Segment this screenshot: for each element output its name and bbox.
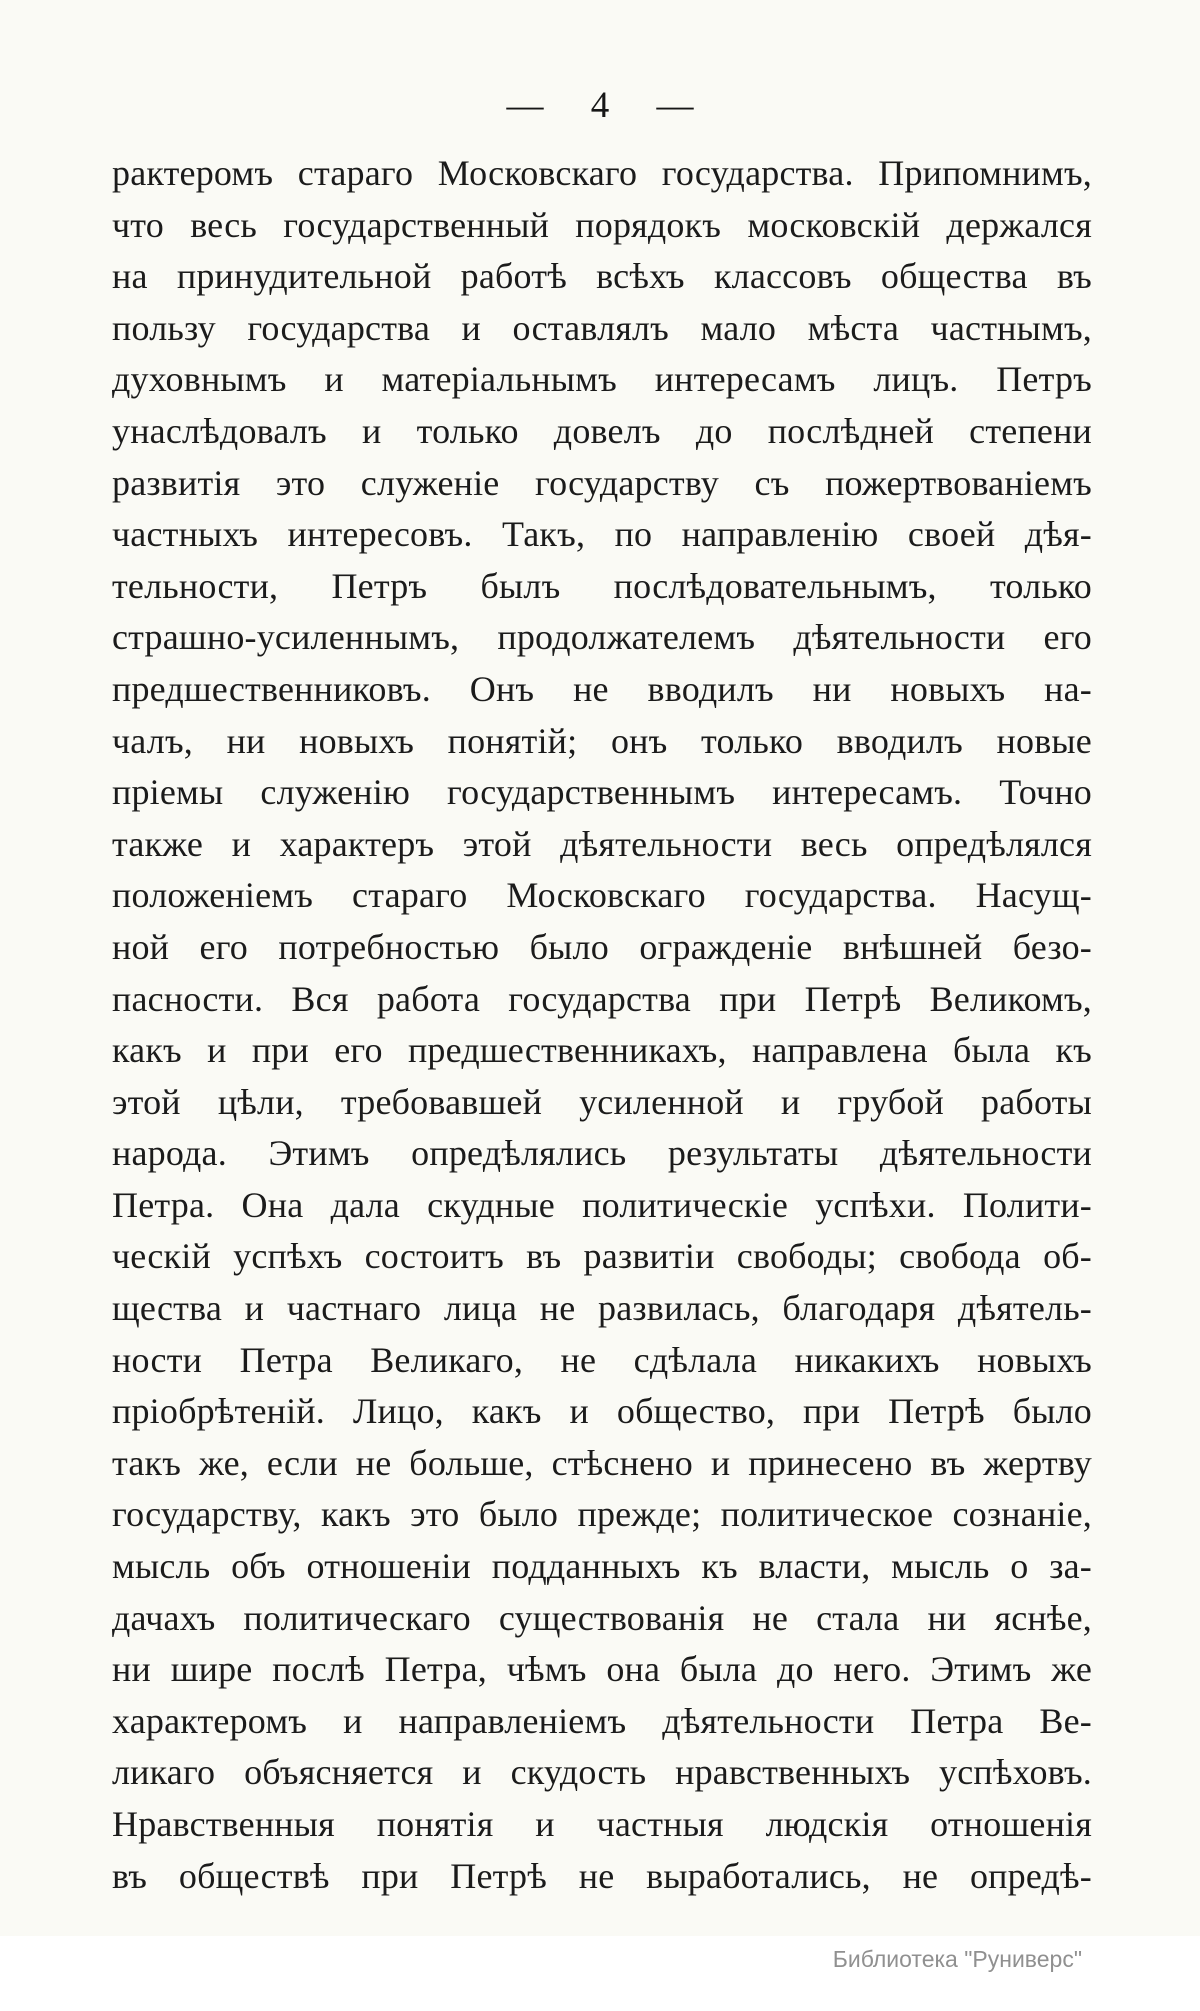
text-line: ности Петра Великаго, не сдѣлала никакихъ новыхъ	[112, 1339, 1092, 1380]
page-text	[112, 148, 1092, 1902]
text-line: Петра. Она дала скудные политическіе успѣхи. Полити-	[112, 1184, 1092, 1225]
text-line: ческій успѣхъ состоитъ въ развитіи свободы; свобода об-	[112, 1236, 1092, 1277]
text-line: пріемы служенію государственнымъ интересамъ. Точно	[112, 772, 1092, 813]
text-line: какъ и при его предшественникахъ, направлена была къ	[112, 1030, 1092, 1071]
text-line: этой цѣли, требовавшей усиленной и грубой работы	[112, 1081, 1092, 1122]
footer-band	[0, 1936, 1200, 2011]
text-line: въ обществѣ при Петрѣ не выработались, не опредѣ-	[112, 1855, 1092, 1896]
library-watermark: Библиотека "Руниверс"	[832, 1946, 1082, 1972]
text-line: тельности, Петръ былъ послѣдовательнымъ, только	[112, 565, 1092, 606]
text-line: также и характеръ этой дѣятельности весь опредѣлялся	[112, 823, 1092, 864]
text-line: что весь государственный порядокъ московскій держался	[112, 204, 1092, 245]
text-line: предшественниковъ. Онъ не вводилъ ни новыхъ на-	[112, 668, 1092, 709]
text-line: щества и частнаго лица не развилась, благодаря дѣятель-	[112, 1288, 1092, 1329]
text-line: государству, какъ это было прежде; политическое сознаніе,	[112, 1494, 1092, 1535]
text-line: ни шире послѣ Петра, чѣмъ она была до него. Этимъ же	[112, 1649, 1092, 1690]
text-line: рактеромъ стараго Московскаго государства. Припомнимъ,	[112, 153, 1092, 193]
text-line: чалъ, ни новыхъ понятій; онъ только вводилъ новые	[112, 720, 1092, 761]
text-line: пасности. Вся работа государства при Петрѣ Великомъ,	[112, 978, 1092, 1019]
text-line: дачахъ политическаго существованія не стала ни яснѣе,	[112, 1597, 1092, 1638]
text-line: ной его потребностью было огражденіе внѣшней безо-	[112, 926, 1092, 967]
text-line: Нравственныя понятія и частныя людскія отношенія	[112, 1804, 1092, 1844]
text-line: частныхъ интересовъ. Такъ, по направленію своей дѣя-	[112, 514, 1092, 555]
text-line: пріобрѣтеній. Лицо, какъ и общество, при Петрѣ было	[112, 1391, 1092, 1432]
text-line: народа. Этимъ опредѣлялись результаты дѣятельности	[112, 1133, 1092, 1174]
text-line: мысль объ отношеніи подданныхъ къ власти, мысль о за-	[112, 1546, 1092, 1587]
text-line: такъ же, если не больше, стѣснено и принесено въ жертву	[112, 1442, 1092, 1483]
text-line: на принудительной работѣ всѣхъ классовъ общества въ	[112, 256, 1092, 297]
text-line: развитія это служеніе государству съ пожертвованіемъ	[112, 462, 1092, 503]
text-line: пользу государства и оставлялъ мало мѣста частнымъ,	[112, 307, 1092, 348]
text-line: унаслѣдовалъ и только довелъ до послѣдней степени	[112, 410, 1092, 451]
text-line: характеромъ и направленіемъ дѣятельности Петра Ве-	[112, 1700, 1092, 1741]
text-line: ликаго объясняется и скудость нравственныхъ успѣховъ.	[112, 1752, 1092, 1793]
text-line: положеніемъ стараго Московскаго государства. Насущ-	[112, 875, 1092, 916]
text-line: страшно-усиленнымъ, продолжателемъ дѣятельности его	[112, 617, 1092, 658]
text-line: духовнымъ и матеріальнымъ интересамъ лицъ. Петръ	[112, 359, 1092, 400]
page-number: — 4 —	[506, 85, 694, 126]
